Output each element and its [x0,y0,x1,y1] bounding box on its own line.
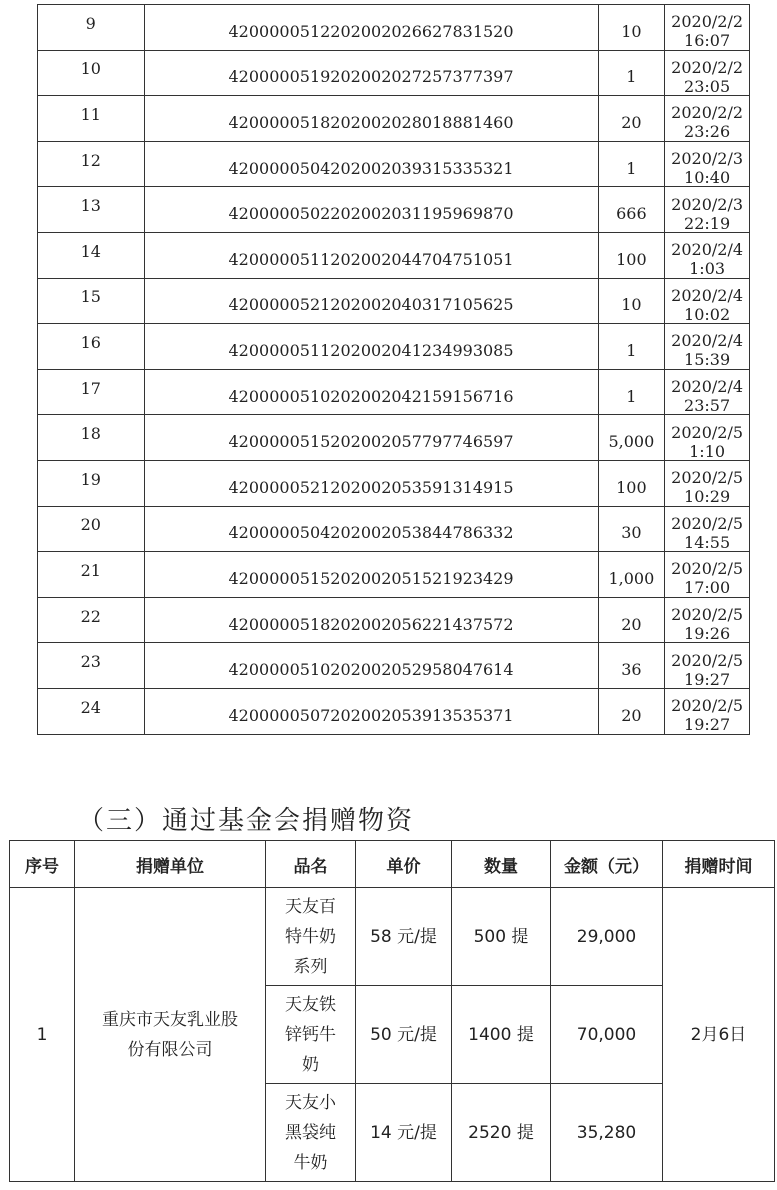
transaction-id [144,96,598,142]
donation-time-text: 2020/2/3 10:40 [671,149,744,188]
table-row [38,552,750,598]
donation-time-text: 2020/2/5 14:55 [671,513,744,552]
item-qty: 500 提 [452,888,551,986]
row-number [38,643,145,689]
table-row [38,50,750,96]
donation-amount [598,50,665,96]
transaction-id-text: 4200000521202002053591314915 [228,477,514,497]
item-name [266,888,356,986]
donation-time-text: 2020/2/5 19:27 [671,650,744,689]
row-number-text: 15 [80,287,101,307]
row-number-text: 12 [80,150,101,170]
row-number [38,141,145,187]
donor-name: 重庆市天友乳业股份有限公司 [102,1009,238,1060]
transaction-id [144,552,598,598]
donation-time-text: 2020/2/4 10:02 [671,285,744,324]
donation-time [665,187,750,233]
section-title: （三）通过基金会捐赠物资 [78,806,415,836]
transaction-id [144,50,598,96]
donation-time [665,50,750,96]
donation-amount-text: 1,000 [608,568,655,588]
item-qty: 2520 提 [452,1084,551,1182]
transaction-id [144,643,598,689]
table-row [38,643,750,689]
donation-time [665,597,750,643]
row-number-text: 23 [80,652,101,672]
row-number [38,50,145,96]
donation-time-text: 2020/2/3 22:19 [671,194,744,233]
row-number-text: 24 [80,697,101,717]
item-amount: 70,000 [551,986,663,1084]
row-number [38,597,145,643]
donation-amount-text: 20 [621,112,642,132]
donation-time-text: 2020/2/2 23:26 [671,103,744,142]
row-number [38,369,145,415]
transaction-id [144,415,598,461]
transaction-id [144,369,598,415]
transaction-id [144,187,598,233]
row-number [38,552,145,598]
donation-time-text: 2020/2/2 16:07 [671,12,744,51]
transaction-id-text: 4200000504202002053844786332 [228,523,514,543]
donation-amount [598,5,665,51]
table-row [10,888,775,986]
header-price: 单价 [356,841,452,888]
donation-amount [598,141,665,187]
donation-time [665,643,750,689]
header-item: 品名 [266,841,356,888]
row-number-text: 11 [80,104,101,124]
transaction-id-text: 4200000507202002053913535371 [228,705,514,725]
row-number-text: 17 [80,378,101,398]
table-row [38,187,750,233]
item-name-text: 天友铁锌钙牛奶 [285,994,336,1075]
item-amount: 29,000 [551,888,663,986]
transaction-id-text: 4200000512202002026627831520 [228,21,514,41]
transaction-id [144,506,598,552]
donation-amount-text: 36 [621,660,642,680]
row-number-text: 10 [80,59,101,79]
material-donations-table [9,840,775,1182]
donation-amount [598,552,665,598]
header-no: 序号 [10,841,75,888]
row-number-text: 13 [80,196,101,216]
transaction-id [144,460,598,506]
item-name-text: 天友百特牛奶系列 [285,896,336,977]
transaction-id [144,324,598,370]
header-qty: 数量 [452,841,551,888]
donation-amount-text: 30 [621,523,642,543]
donation-amount-text: 5,000 [608,432,655,452]
transaction-id-text: 4200000519202002027257377397 [228,67,514,87]
table-row [38,278,750,324]
donation-time [665,506,750,552]
donation-amount [598,324,665,370]
table-row [38,688,750,734]
donation-time [665,552,750,598]
transaction-id [144,597,598,643]
row-number [38,96,145,142]
item-amount: 35,280 [551,1084,663,1182]
table-row [38,506,750,552]
transaction-id-text: 4200000518202002056221437572 [228,614,514,634]
donation-time [665,5,750,51]
donation-amount-text: 1 [626,340,637,360]
item-price: 14 元/提 [356,1084,452,1182]
donation-amount [598,688,665,734]
row-number-text: 21 [80,560,101,580]
item-qty: 1400 提 [452,986,551,1084]
donation-amount-text: 10 [621,295,642,315]
transaction-id [144,5,598,51]
donation-amount [598,506,665,552]
donation-amount-text: 666 [616,204,647,224]
table-row [38,96,750,142]
item-name [266,986,356,1084]
row-number-text: 20 [80,515,101,535]
donation-time-text: 2020/2/4 15:39 [671,331,744,370]
donation-amount-text: 10 [621,21,642,41]
donation-time [665,415,750,461]
transaction-id [144,141,598,187]
donation-amount [598,369,665,415]
donation-time-text: 2020/2/5 1:10 [671,422,744,461]
row-number-text: 22 [80,606,101,626]
transaction-id [144,688,598,734]
transaction-id-text: 4200000510202002052958047614 [228,660,514,680]
row-number [38,324,145,370]
item-price: 50 元/提 [356,986,452,1084]
donation-time [665,688,750,734]
row-no: 1 [10,888,75,1182]
transaction-id-text: 4200000504202002039315335321 [228,158,514,178]
donation-amount-text: 100 [616,249,647,269]
item-name [266,1084,356,1182]
table-row [38,415,750,461]
header-row [10,841,775,888]
row-number-text: 14 [80,241,101,261]
donation-time-text: 2020/2/4 1:03 [671,240,744,279]
donation-amount-text: 20 [621,705,642,725]
transaction-id-text: 4200000510202002042159156716 [228,386,514,406]
transaction-id-text: 4200000518202002028018881460 [228,112,514,132]
donation-time [665,141,750,187]
donation-amount-text: 20 [621,614,642,634]
header-date: 捐赠时间 [663,841,775,888]
donation-time-text: 2020/2/5 19:27 [671,696,744,735]
row-number [38,278,145,324]
row-number [38,5,145,51]
donation-time [665,278,750,324]
header-amount: 金额（元） [551,841,663,888]
donation-amount [598,187,665,233]
donation-time-text: 2020/2/4 23:57 [671,377,744,416]
donation-amount [598,278,665,324]
donation-amount [598,643,665,689]
transaction-id-text: 4200000521202002040317105625 [228,295,514,315]
donation-time-text: 2020/2/5 10:29 [671,468,744,507]
row-date: 2月6日 [663,888,775,1182]
donation-amount-text: 1 [626,386,637,406]
donation-amount [598,597,665,643]
donation-records-table [37,4,750,735]
donation-time-text: 2020/2/2 23:05 [671,57,744,96]
row-number [38,415,145,461]
transaction-id-text: 4200000515202002051521923429 [228,568,514,588]
donation-amount [598,96,665,142]
row-number-text: 16 [80,332,101,352]
donation-records-body [38,5,750,735]
donation-time-text: 2020/2/5 19:26 [671,605,744,644]
item-price: 58 元/提 [356,888,452,986]
header-donor: 捐赠单位 [75,841,266,888]
row-number [38,460,145,506]
transaction-id-text: 4200000511202002041234993085 [228,340,514,360]
donation-amount-text: 1 [626,158,637,178]
table-row [38,369,750,415]
row-number-text: 19 [80,469,101,489]
donation-time-text: 2020/2/5 17:00 [671,559,744,598]
row-number [38,688,145,734]
transaction-id-text: 4200000515202002057797746597 [228,432,514,452]
transaction-id-text: 4200000502202002031195969870 [228,204,514,224]
table-row [38,460,750,506]
donation-time [665,460,750,506]
donation-time [665,369,750,415]
table-row [38,597,750,643]
table-row [38,141,750,187]
row-number-text: 18 [80,424,101,444]
donation-amount-text: 1 [626,67,637,87]
row-number-text: 9 [85,13,96,33]
table-row [38,324,750,370]
item-name-text: 天友小黑袋纯牛奶 [285,1092,336,1173]
transaction-id [144,232,598,278]
row-donor [75,888,266,1182]
donation-amount-text: 100 [616,477,647,497]
donation-amount [598,415,665,461]
table-row [38,232,750,278]
donation-time [665,232,750,278]
donation-time [665,324,750,370]
row-number [38,506,145,552]
donation-amount [598,460,665,506]
transaction-id-text: 4200000511202002044704751051 [228,249,514,269]
transaction-id [144,278,598,324]
row-number [38,187,145,233]
row-number [38,232,145,278]
donation-amount [598,232,665,278]
table-row [38,5,750,51]
donation-time [665,96,750,142]
